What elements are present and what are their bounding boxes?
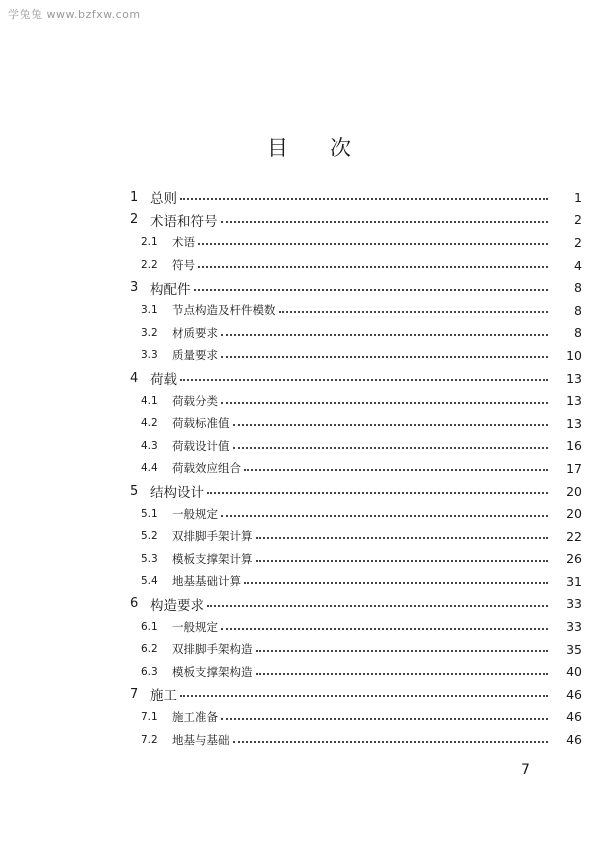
- toc-entry-number: 5.2: [141, 530, 158, 543]
- toc-section-entry[interactable]: [0, 548, 600, 571]
- dot-leader: [221, 515, 548, 517]
- toc-entry-page: 8: [574, 280, 582, 296]
- toc-chapter-entry[interactable]: [0, 209, 600, 232]
- toc-chapter-entry[interactable]: [0, 593, 600, 616]
- toc-entry-number: 4: [130, 370, 139, 386]
- toc-entry-line: [172, 551, 548, 567]
- toc-entry-page: 1: [574, 189, 582, 205]
- toc-section-entry[interactable]: [0, 389, 600, 412]
- toc-entry-line: [150, 684, 548, 704]
- toc-entry-line: [150, 187, 548, 207]
- dot-leader: [180, 695, 548, 697]
- toc-entry-line: [150, 594, 548, 614]
- dot-leader: [221, 221, 549, 223]
- toc-section-entry[interactable]: [0, 728, 600, 751]
- dot-leader: [244, 469, 548, 471]
- toc-section-entry[interactable]: [0, 457, 600, 480]
- toc-entry-page: 46: [566, 732, 582, 748]
- dot-leader: [233, 741, 549, 743]
- toc-section-entry[interactable]: [0, 435, 600, 458]
- toc-chapter-entry[interactable]: [0, 276, 600, 299]
- toc-entry-number: 4.3: [141, 439, 158, 452]
- toc-section-entry[interactable]: [0, 615, 600, 638]
- dot-leader: [256, 560, 549, 562]
- toc-entry-number: 2.1: [141, 236, 158, 249]
- toc-entry-line: [172, 506, 548, 522]
- toc-entry-title: 构造要求: [150, 597, 204, 614]
- dot-leader: [244, 582, 548, 584]
- dot-leader: [198, 243, 548, 245]
- toc-entry-title: 荷载分类: [172, 393, 218, 408]
- toc-chapter-entry[interactable]: [0, 186, 600, 209]
- toc-section-entry[interactable]: [0, 344, 600, 367]
- toc-entry-number: 2: [130, 212, 139, 228]
- toc-entry-line: [172, 460, 548, 476]
- toc-entry-number: 7: [130, 686, 139, 702]
- toc-entry-line: [172, 325, 548, 341]
- toc-entry-title: 质量要求: [172, 348, 218, 363]
- toc-entry-page: 26: [566, 551, 582, 567]
- dot-leader: [256, 650, 549, 652]
- toc-entry-page: 33: [566, 619, 582, 635]
- dot-leader: [198, 266, 548, 268]
- toc-entry-title: 材质要求: [172, 325, 218, 340]
- toc-entry-title: 施工: [150, 688, 177, 705]
- page-title: 目次: [267, 136, 393, 160]
- toc-entry-number: 5: [130, 483, 139, 499]
- toc-entry-page: 20: [566, 483, 582, 499]
- toc-entry-title: 模板支撑架构造: [172, 664, 253, 679]
- toc-entry-line: [172, 619, 548, 635]
- toc-entry-title: 一般规定: [172, 506, 218, 521]
- toc-entry-page: 22: [566, 528, 582, 544]
- toc-entry-title: 术语和符号: [150, 213, 218, 230]
- toc-entry-title: 一般规定: [172, 619, 218, 634]
- toc-entry-page: 8: [574, 325, 582, 341]
- toc-entry-number: 7.1: [141, 710, 158, 723]
- dot-leader: [180, 198, 548, 200]
- toc-entry-line: [172, 234, 548, 250]
- dot-leader: [207, 492, 548, 494]
- toc-entry-number: 3.3: [141, 349, 158, 362]
- toc-entry-page: 16: [566, 438, 582, 454]
- toc-entry-title: 荷载效应组合: [172, 461, 241, 476]
- toc-entry-number: 4.4: [141, 462, 158, 475]
- toc-entry-number: 4.1: [141, 394, 158, 407]
- toc-entry-page: 10: [566, 347, 582, 363]
- toc-entry-page: 2: [574, 234, 582, 250]
- toc-entry-number: 3: [130, 280, 139, 296]
- toc-section-entry[interactable]: [0, 254, 600, 277]
- toc-entry-title: 地基基础计算: [172, 574, 241, 589]
- toc-section-entry[interactable]: [0, 322, 600, 345]
- toc-entry-number: 3.1: [141, 304, 158, 317]
- toc-entry-title: 荷载标准值: [172, 416, 230, 431]
- toc-entry-number: 7.2: [141, 733, 158, 746]
- toc-entry-line: [172, 709, 548, 725]
- toc-entry-line: [150, 481, 548, 501]
- toc-entry-page: 20: [566, 506, 582, 522]
- dot-leader: [221, 334, 548, 336]
- toc-entry-page: 17: [566, 460, 582, 476]
- dot-leader: [207, 605, 548, 607]
- toc-section-entry[interactable]: [0, 706, 600, 729]
- toc-entry-line: [172, 438, 548, 454]
- dot-leader: [221, 718, 548, 720]
- toc-section-entry[interactable]: [0, 231, 600, 254]
- toc-entry-number: 2.2: [141, 259, 158, 272]
- dot-leader: [194, 289, 549, 291]
- toc-chapter-entry[interactable]: [0, 683, 600, 706]
- toc-entry-number: 6.3: [141, 665, 158, 678]
- dot-leader: [279, 311, 549, 313]
- toc-entry-title: 结构设计: [150, 485, 204, 502]
- watermark: 学兔兔 www.bzfxw.com: [8, 8, 141, 21]
- toc-entry-title: 符号: [172, 258, 195, 273]
- toc-entry-number: 4.2: [141, 417, 158, 430]
- toc-entry-page: 2: [574, 212, 582, 228]
- toc-entry-page: 33: [566, 596, 582, 612]
- toc-entry-line: [150, 278, 548, 298]
- toc-entry-line: [150, 368, 548, 388]
- dot-leader: [233, 424, 549, 426]
- toc-entry-line: [150, 210, 548, 230]
- toc-entry-page: 13: [566, 370, 582, 386]
- toc-entry-line: [172, 664, 548, 680]
- toc-section-entry[interactable]: [0, 570, 600, 593]
- toc-chapter-entry[interactable]: [0, 480, 600, 503]
- toc-entry-title: 模板支撑架计算: [172, 551, 253, 566]
- toc-chapter-entry[interactable]: [0, 367, 600, 390]
- dot-leader: [221, 628, 548, 630]
- toc-entry-number: 6.2: [141, 643, 158, 656]
- toc-entry-line: [172, 347, 548, 363]
- toc-entry-page: 46: [566, 686, 582, 702]
- dot-leader: [221, 402, 548, 404]
- page-number: 7: [521, 762, 530, 778]
- toc-entry-line: [172, 573, 548, 589]
- dot-leader: [256, 537, 549, 539]
- toc-entry-title: 荷载: [150, 372, 177, 389]
- toc-section-entry[interactable]: [0, 525, 600, 548]
- toc-entry-title: 总则: [150, 191, 177, 208]
- toc-section-entry[interactable]: [0, 412, 600, 435]
- dot-leader: [233, 447, 549, 449]
- toc-section-entry[interactable]: [0, 299, 600, 322]
- toc-entry-line: [172, 302, 548, 318]
- toc-entry-page: 13: [566, 415, 582, 431]
- toc-entry-title: 节点构造及杆件模数: [172, 303, 276, 318]
- toc-entry-number: 5.3: [141, 552, 158, 565]
- toc-entry-number: 3.2: [141, 326, 158, 339]
- toc-entry-line: [172, 393, 548, 409]
- toc-entry-page: 40: [566, 664, 582, 680]
- toc-entry-title: 双排脚手架构造: [172, 642, 253, 657]
- dot-leader: [221, 356, 548, 358]
- toc-entry-line: [172, 732, 548, 748]
- toc-entry-page: 8: [574, 302, 582, 318]
- toc-entry-line: [172, 415, 548, 431]
- table-of-contents: [0, 186, 600, 751]
- toc-entry-number: 6: [130, 596, 139, 612]
- toc-entry-title: 荷载设计值: [172, 438, 230, 453]
- toc-entry-line: [172, 528, 548, 544]
- toc-entry-number: 5.4: [141, 575, 158, 588]
- toc-section-entry[interactable]: [0, 660, 600, 683]
- toc-entry-page: 13: [566, 393, 582, 409]
- toc-entry-number: 6.1: [141, 620, 158, 633]
- toc-entry-page: 46: [566, 709, 582, 725]
- toc-entry-number: 1: [130, 189, 139, 205]
- toc-section-entry[interactable]: [0, 638, 600, 661]
- toc-entry-line: [172, 257, 548, 273]
- toc-entry-page: 35: [566, 641, 582, 657]
- toc-entry-title: 施工准备: [172, 709, 218, 724]
- toc-entry-number: 5.1: [141, 507, 158, 520]
- dot-leader: [180, 379, 548, 381]
- toc-entry-page: 31: [566, 573, 582, 589]
- dot-leader: [256, 673, 549, 675]
- toc-entry-title: 双排脚手架计算: [172, 529, 253, 544]
- toc-entry-page: 4: [574, 257, 582, 273]
- toc-entry-title: 地基与基础: [172, 732, 230, 747]
- toc-section-entry[interactable]: [0, 502, 600, 525]
- toc-entry-title: 构配件: [150, 281, 191, 298]
- toc-entry-title: 术语: [172, 235, 195, 250]
- toc-entry-line: [172, 641, 548, 657]
